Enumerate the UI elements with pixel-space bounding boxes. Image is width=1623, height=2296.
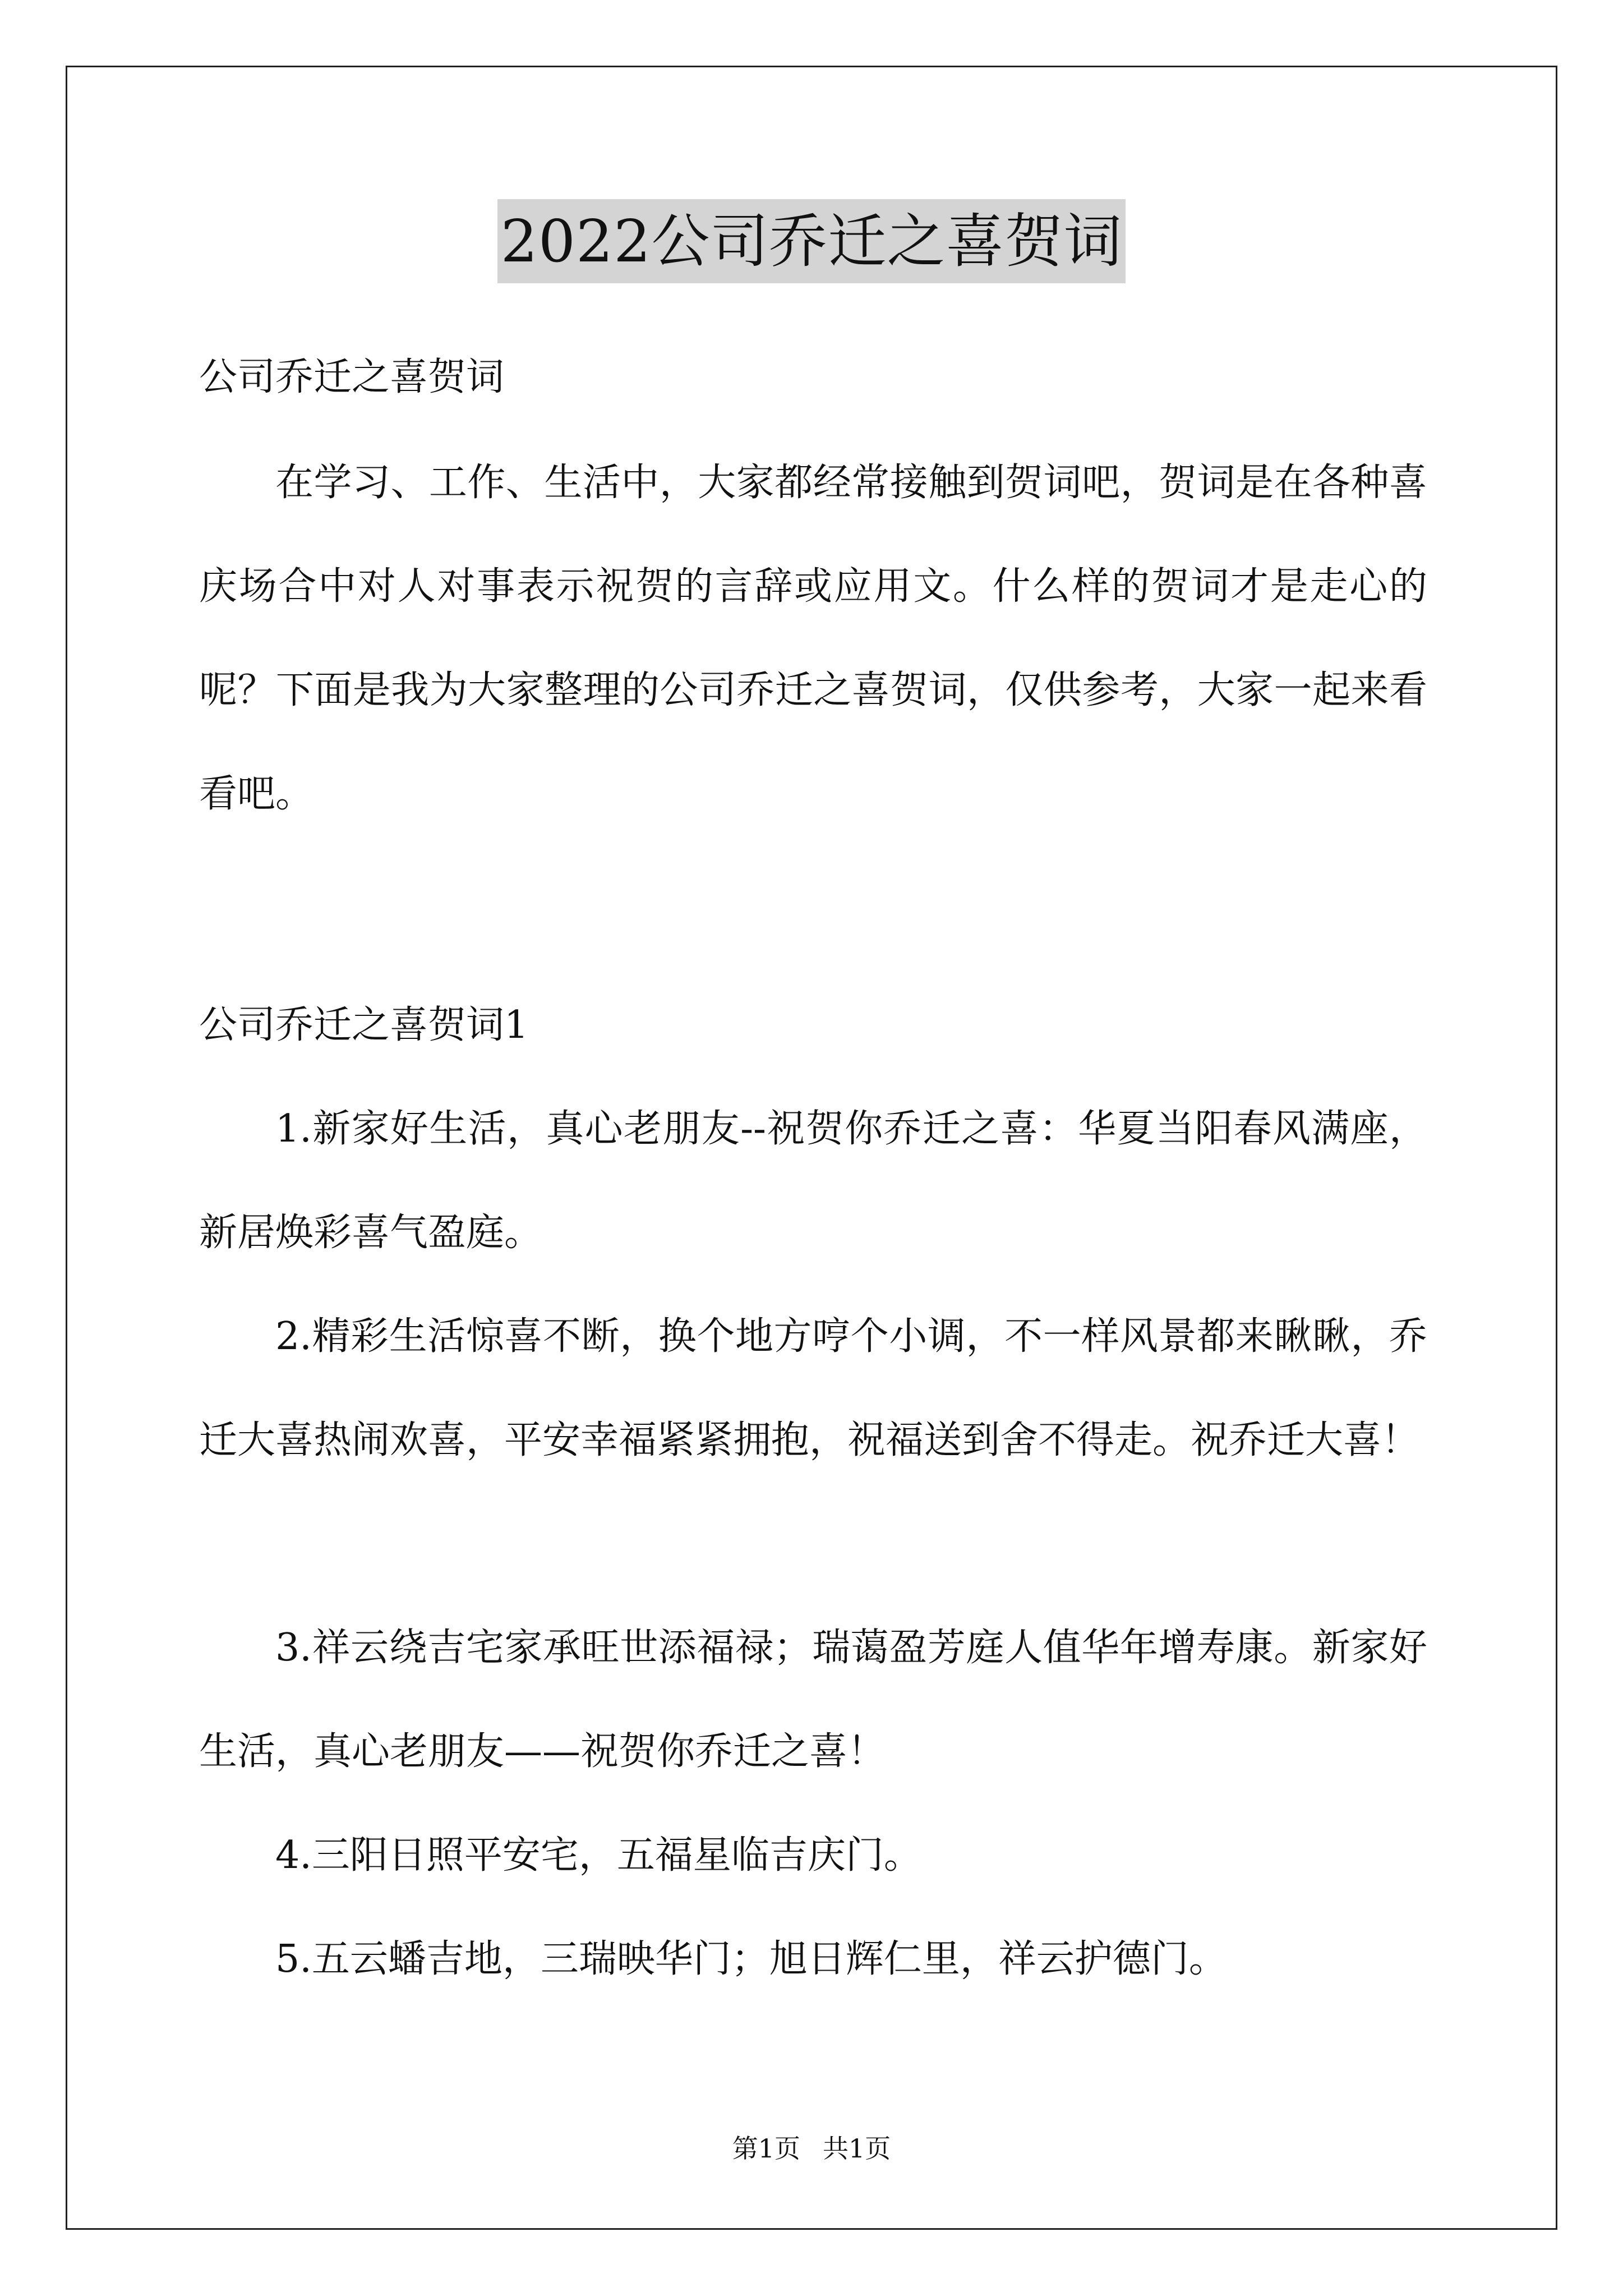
intro-paragraph: 在学习、工作、生活中，大家都经常接触到贺词吧，贺词是在各种喜庆场合中对人对事表示祝贺的言辞或应用文。什么样的贺词才是走心的呢？下面是我为大家整理的公司乔迁之喜贺词，仅供参考，大家一起来看看吧。 [199, 461, 1427, 816]
page-footer [0, 2132, 1623, 2165]
list-item: 2.精彩生活惊喜不断，换个地方哼个小调，不一样风景都来瞅瞅，乔迁大喜热闹欢喜，平安幸福紧紧拥抱，祝福送到舍不得走。祝乔迁大喜！ [199, 1314, 1427, 1462]
title-container [0, 199, 1623, 283]
document-title: 2022公司乔迁之喜贺词 [497, 199, 1126, 283]
section-heading: 公司乔迁之喜贺词1 [199, 1003, 529, 1047]
list-item: 3.祥云绕吉宅家承旺世添福禄；瑞蔼盈芳庭人值华年增寿康。新家好生活，真心老朋友——祝贺你乔迁之喜！ [199, 1626, 1427, 1774]
intro-heading: 公司乔迁之喜贺词 [199, 355, 505, 399]
list-item: 1.新家好生活，真心老朋友--祝贺你乔迁之喜：华夏当阳春风满座，新居焕彩喜气盈庭。 [199, 1107, 1427, 1255]
page-total: 共1页 [823, 2133, 891, 2164]
list-item: 4.三阳日照平安宅，五福星临吉庆门。 [275, 1833, 922, 1878]
page-number: 第1页 [732, 2133, 800, 2164]
list-item: 5.五云蟠吉地，三瑞映华门；旭日辉仁里，祥云护德门。 [275, 1937, 1227, 1981]
